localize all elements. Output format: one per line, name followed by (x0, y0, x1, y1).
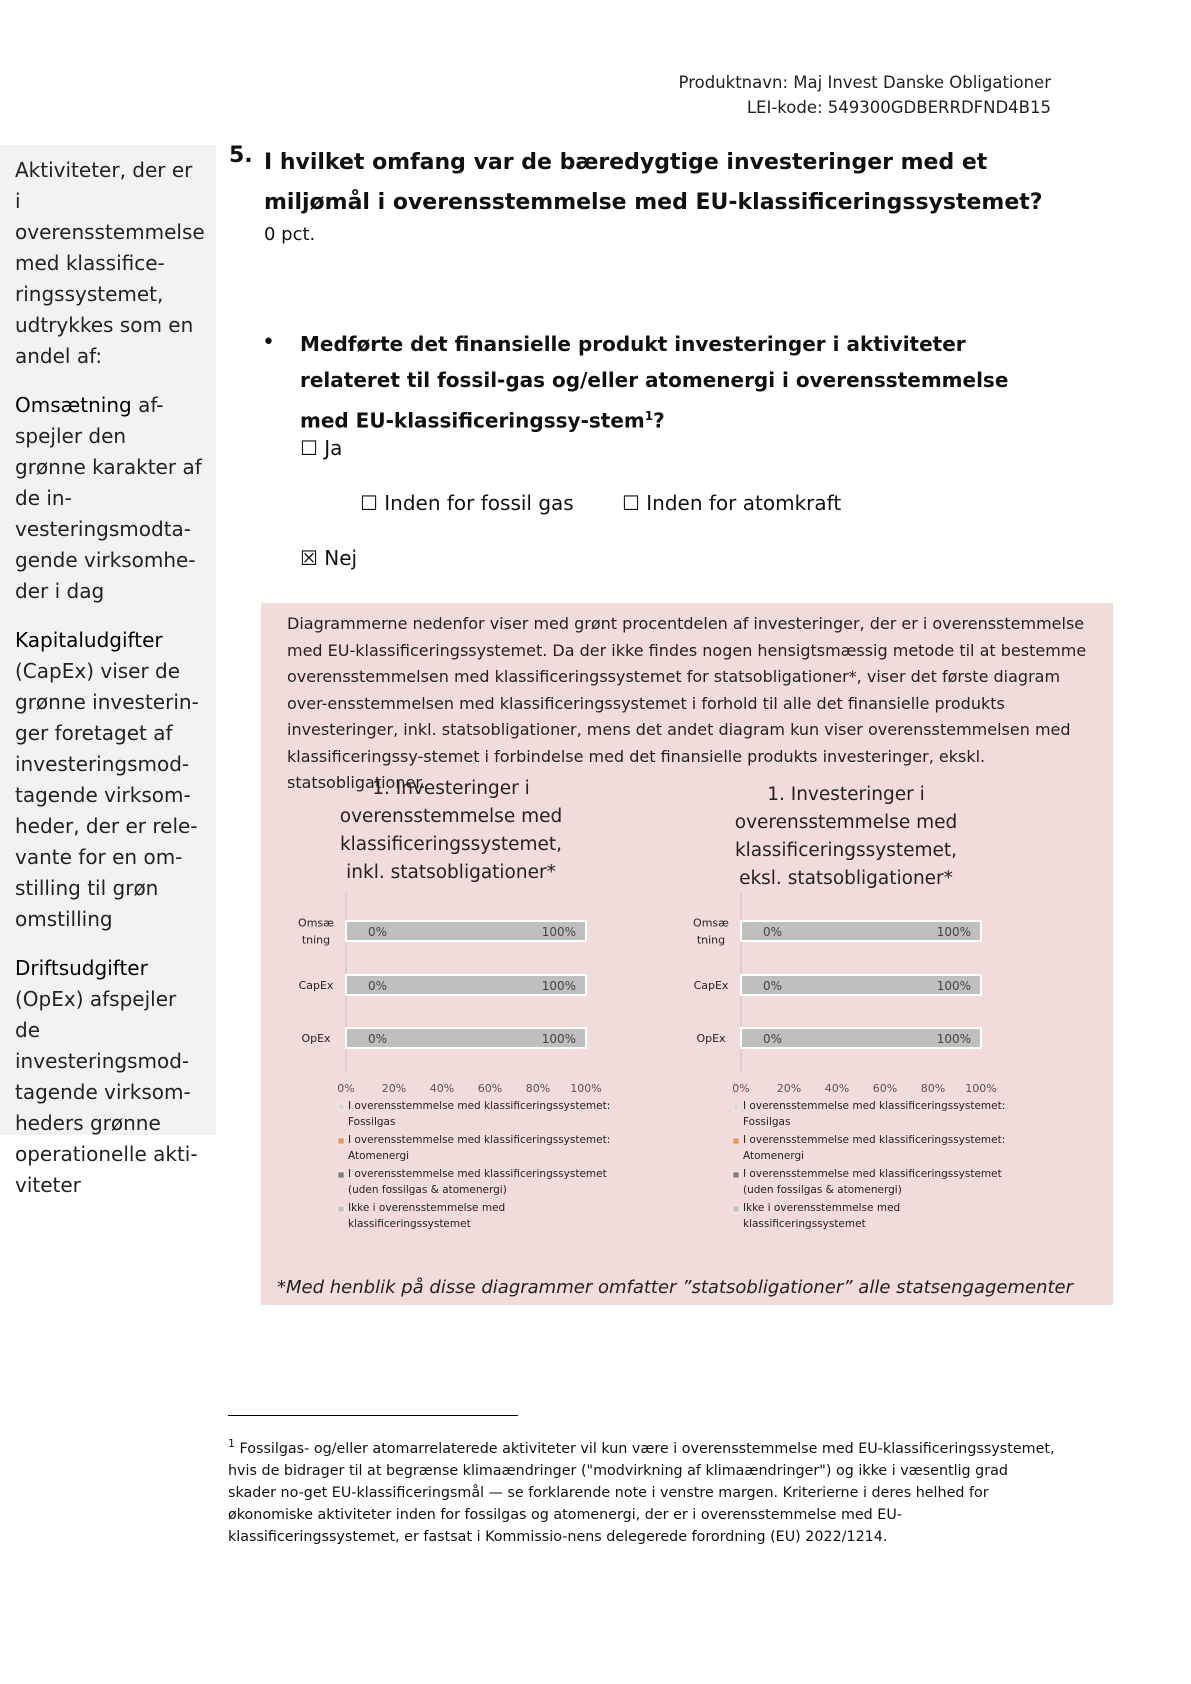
checkbox-nej[interactable]: ☒ Nej (300, 546, 358, 570)
legend-label: Ikke i overensstemmelse med (348, 1202, 506, 1214)
x-tick-label: 80% (920, 1082, 946, 1095)
footnote-text: Fossilgas- og/eller atomarrelaterede aktiviteter vil kun være i overensstemmelse med EU-klassificeringssystemet, hvis de bidrager til at begrænse klimaændringer ("modvirkning af klimaændringer") og ikke i væsentlig grad skader no-get EU-klassificeringsmål — se forklarende note i venstre margen. Kriterierne i deres helhed for økonomiske aktiviteter inden for fossilgas og atomenergi, der er i overensstemmelse med EU-klassificeringssystemet, er fastsat i Kommissio-nens delegerede forordning (EU) 2022/1214. (228, 1440, 1055, 1545)
sidebar-glossary (0, 145, 216, 1197)
x-tick-label: 40% (824, 1082, 850, 1095)
x-tick-label: 0% (732, 1082, 750, 1095)
legend-label: I overensstemmelse med klassificeringssystemet: (743, 1134, 1006, 1146)
category-label: OpEx (301, 1032, 331, 1045)
data-label-start: 0% (763, 979, 783, 993)
legend-label: klassificeringssystemet (348, 1218, 471, 1230)
sidebar-term: Driftsudgifter (15, 956, 148, 980)
data-label-start: 0% (763, 1032, 783, 1046)
legend-swatch (733, 1138, 739, 1144)
bullet-marker: • (262, 330, 275, 355)
x-tick-label: 100% (570, 1082, 602, 1095)
footnote (228, 1433, 1058, 1548)
chart2-title: 1. Investeringer i overensstemmelse med klassificeringssystemet, eksl. statsobligationer* (734, 784, 958, 889)
sidebar-text: af-spejler den grønne karakter af de in-vesteringsmodta-gende virksomhe-der i dag (15, 393, 202, 603)
legend-swatch (338, 1138, 344, 1144)
data-label-end: 100% (541, 925, 576, 939)
category-label: tning (696, 933, 726, 947)
legend-swatch (733, 1172, 739, 1178)
x-tick-label: 80% (525, 1082, 551, 1095)
x-tick-label: 60% (872, 1082, 898, 1095)
data-label-end: 100% (541, 979, 576, 993)
data-label-end: 100% (936, 1032, 971, 1046)
legend-label: I overensstemmelse med klassificeringssystemet (348, 1168, 607, 1180)
data-label-end: 100% (936, 925, 971, 939)
lei-code: LEI-kode: 549300GDBERRDFND4B15 (746, 98, 1051, 117)
chart-note: *Med henblik på disse diagrammer omfatter ”statsobligationer” alle statsengagementer (277, 1277, 1074, 1298)
footnote-ref: 1 (644, 409, 654, 423)
legend-swatch (338, 1104, 344, 1110)
data-label-start: 0% (368, 979, 388, 993)
legend-swatch (733, 1206, 739, 1212)
legend-label: I overensstemmelse med klassificeringssystemet (743, 1168, 1002, 1180)
legend-label: Fossilgas (348, 1116, 396, 1128)
sub-question (300, 326, 1060, 439)
x-tick-label: 20% (776, 1082, 802, 1095)
product-name: Produktnavn: Maj Invest Danske Obligationer (678, 73, 1051, 92)
footnote-divider (228, 1415, 518, 1416)
category-label: CapEx (693, 979, 729, 992)
legend-label: Atomenergi (743, 1150, 805, 1162)
category-label: OpEx (696, 1032, 726, 1045)
chart2 (676, 893, 1016, 1233)
question-number: 5. (229, 143, 253, 168)
legend-label: I overensstemmelse med klassificeringssystemet: (348, 1134, 611, 1146)
category-label: Omsæ (298, 916, 334, 930)
category-label: tning (301, 933, 331, 947)
sidebar-text: (CapEx) viser de grønne investerin-ger foretaget af investeringsmod-tagende virksom-heder, der er rele-vante for en om-stilling til grøn omstilling (15, 659, 199, 931)
sidebar-term: Kapitaludgifter (15, 628, 163, 652)
legend-swatch (338, 1172, 344, 1178)
footnote-marker: 1 (228, 1437, 235, 1450)
legend-label: I overensstemmelse med klassificeringssystemet: (348, 1100, 611, 1112)
checkbox-fossil-gas[interactable]: ☐ Inden for fossil gas (360, 491, 574, 515)
legend-label: (uden fossilgas & atomenergi) (743, 1184, 902, 1196)
x-tick-label: 40% (429, 1082, 455, 1095)
sidebar-text: (OpEx) afspejler de investeringsmod-tagende virksom-heders grønne operationelle akti-viteter (15, 987, 198, 1197)
question-title: I hvilket omfang var de bæredygtige investeringer med et miljømål i overensstemmelse med EU-klassificeringssystemet? (264, 150, 1043, 215)
legend-label: klassificeringssystemet (743, 1218, 866, 1230)
checkbox-ja[interactable]: ☐ Ja (300, 436, 343, 460)
chart-info-box (261, 603, 1113, 1305)
sidebar-intro: Aktiviteter, der er i overensstemmelse med klassifice-ringssystemet, udtrykkes som en andel af: (15, 158, 205, 368)
document-header (679, 70, 1051, 120)
data-label-start: 0% (763, 925, 783, 939)
data-label-end: 100% (936, 979, 971, 993)
legend-swatch (733, 1104, 739, 1110)
chart1 (281, 893, 621, 1233)
x-tick-label: 100% (965, 1082, 997, 1095)
sub-question-suffix: ? (653, 408, 665, 433)
data-label-start: 0% (368, 925, 388, 939)
x-tick-label: 20% (381, 1082, 407, 1095)
legend-swatch (338, 1206, 344, 1212)
legend-label: Atomenergi (348, 1150, 410, 1162)
category-label: Omsæ (693, 916, 729, 930)
legend-label: Ikke i overensstemmelse med (743, 1202, 901, 1214)
sub-question-text: Medførte det finansielle produkt investeringer i aktiviteter relateret til fossil-gas og/eller atomenergi i overensstemmelse med EU-klassificeringssy-stem (300, 332, 1009, 433)
sidebar-item-omsaetning (15, 390, 202, 607)
legend-label: I overensstemmelse med klassificeringssystemet: (743, 1100, 1006, 1112)
data-label-end: 100% (541, 1032, 576, 1046)
legend-label: (uden fossilgas & atomenergi) (348, 1184, 507, 1196)
legend-label: Fossilgas (743, 1116, 791, 1128)
checkbox-atomkraft[interactable]: ☐ Inden for atomkraft (622, 491, 842, 515)
category-label: CapEx (298, 979, 334, 992)
chart-intro-text: Diagrammerne nedenfor viser med grønt procentdelen af investeringer, der er i overensstemmelse med EU-klassificeringssystemet. Da der ikke findes nogen hensigtsmæssig metode til at bestemme overensstemmelsen med klassificeringssystemet for statsobligationer*, viser det første diagram over-ensstemmelsen med klassificeringssystemet i forhold til alle det finansielle produkts investeringer, inkl. statsobligationer, mens det andet diagram kun viser overensstemmelsen med klassificeringssy-stemet i forbindelse med det finansielle produkts investeringer, ekskl. statsobligationer. (287, 614, 1087, 792)
data-label-start: 0% (368, 1032, 388, 1046)
sidebar-item-capex (15, 625, 202, 935)
x-tick-label: 60% (477, 1082, 503, 1095)
sidebar-item-opex (15, 953, 202, 1201)
sidebar-term: Omsætning (15, 393, 132, 417)
question-value: 0 pct. (264, 224, 316, 245)
chart1-title: 1. Investeringer i overensstemmelse med klassificeringssystemet, inkl. statsobligationer* (339, 778, 563, 883)
x-tick-label: 0% (337, 1082, 355, 1095)
